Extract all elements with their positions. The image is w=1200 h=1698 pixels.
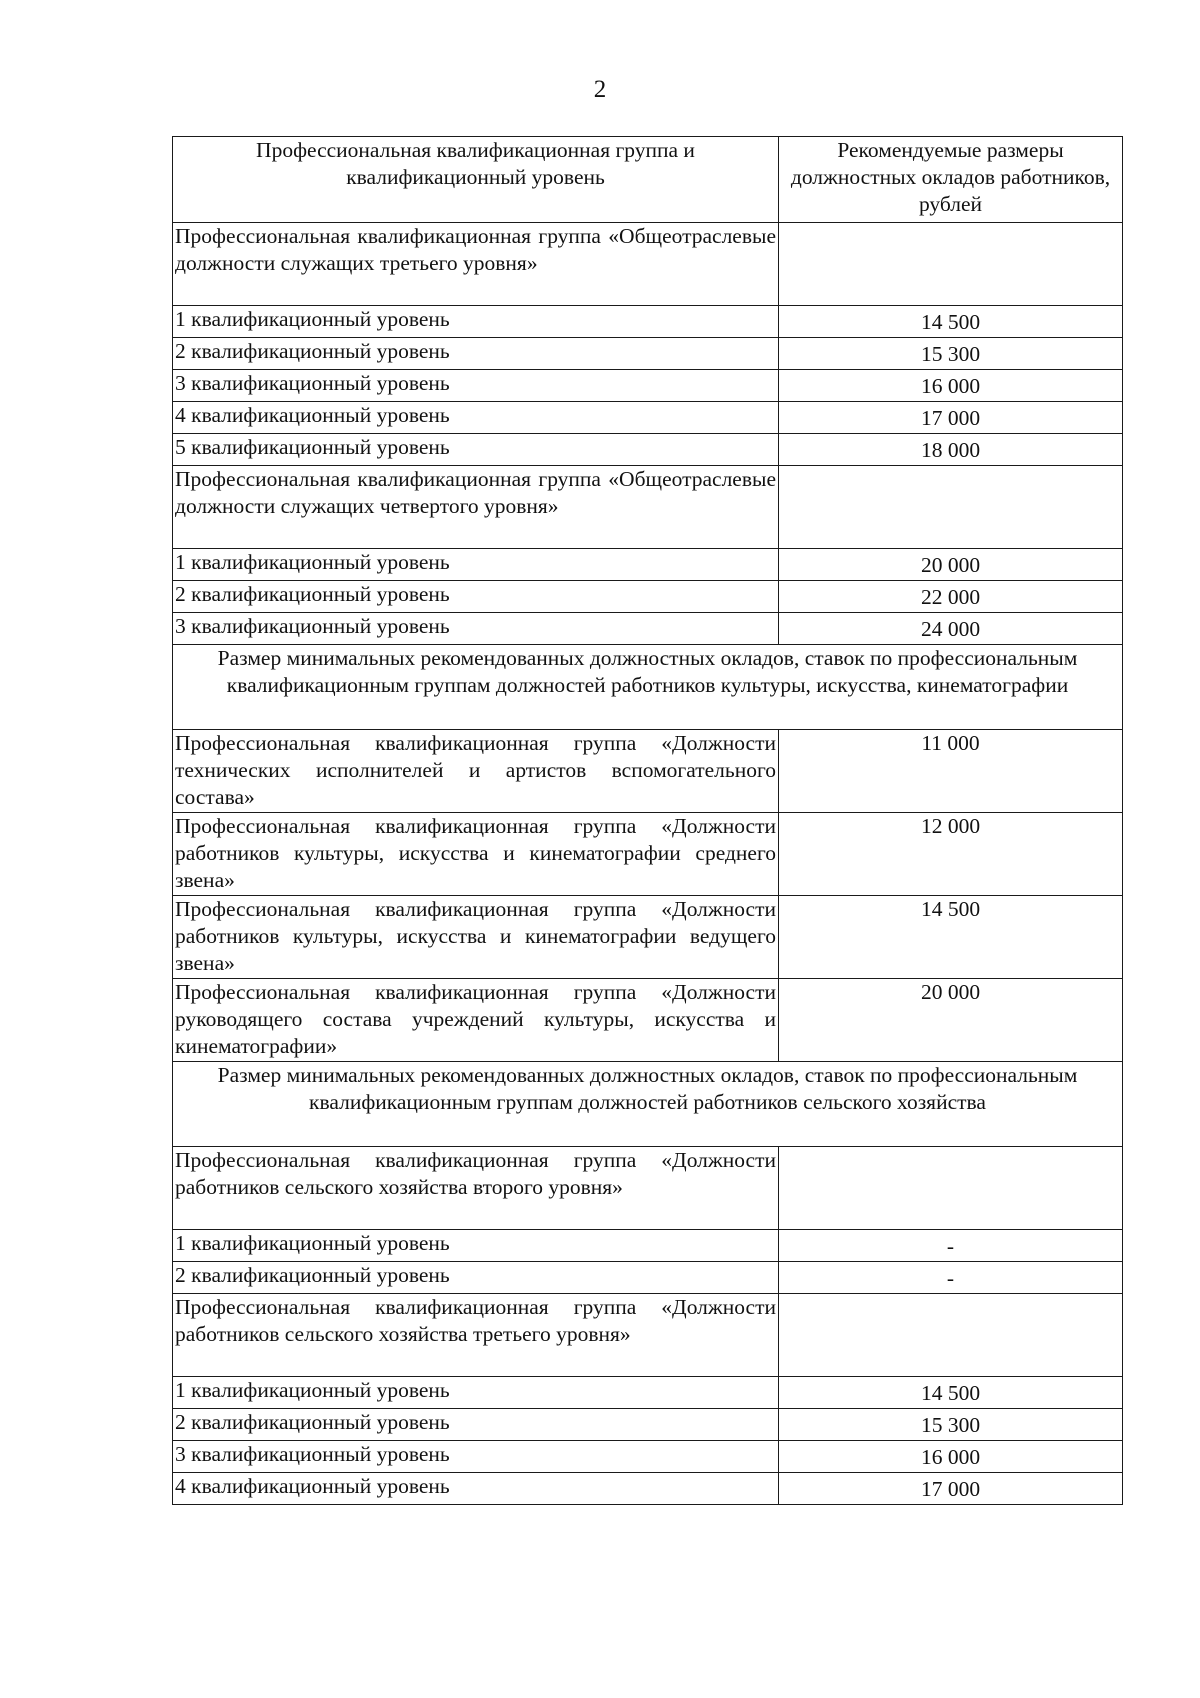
salary-value-cell xyxy=(779,1147,1123,1230)
salary-value-cell: 16 000 xyxy=(779,370,1123,402)
salary-value-cell: 18 000 xyxy=(779,434,1123,466)
level-row xyxy=(173,549,1123,581)
group-row xyxy=(173,896,1123,979)
level-row xyxy=(173,581,1123,613)
salary-value-cell xyxy=(779,223,1123,306)
group-name-cell: Профессиональная квалификационная группа «Должности технических исполнителей и артистов вспомогательного состава» xyxy=(173,730,779,813)
level-name-cell: 2 квалификационный уровень xyxy=(173,1409,779,1441)
salary-value-cell: 11 000 xyxy=(779,730,1123,813)
header-recommended-salary: Рекомендуемые размеры должностных окладов работников, рублей xyxy=(779,137,1123,223)
group-name-cell: Профессиональная квалификационная группа «Должности работников сельского хозяйства второго уровня» xyxy=(173,1147,779,1230)
level-name-cell: 4 квалификационный уровень xyxy=(173,402,779,434)
salary-value-cell: 22 000 xyxy=(779,581,1123,613)
page-number: 2 xyxy=(593,76,607,103)
salary-value-cell: 15 300 xyxy=(779,1409,1123,1441)
salary-value-cell: 14 500 xyxy=(779,306,1123,338)
salary-value-cell: 14 500 xyxy=(779,896,1123,979)
level-row xyxy=(173,338,1123,370)
level-name-cell: 1 квалификационный уровень xyxy=(173,1230,779,1262)
salary-value-cell xyxy=(779,1294,1123,1377)
level-name-cell: 2 квалификационный уровень xyxy=(173,581,779,613)
level-name-cell: 3 квалификационный уровень xyxy=(173,1441,779,1473)
salary-value-cell: 17 000 xyxy=(779,402,1123,434)
salary-value-cell: 12 000 xyxy=(779,813,1123,896)
group-name-cell: Профессиональная квалификационная группа «Общеотраслевые должности служащих третьего уровня» xyxy=(173,223,779,306)
salary-value-cell: 16 000 xyxy=(779,1441,1123,1473)
salary-value-cell: 17 000 xyxy=(779,1473,1123,1505)
level-row xyxy=(173,613,1123,645)
salary-table xyxy=(172,136,1123,1505)
salary-value-cell: 14 500 xyxy=(779,1377,1123,1409)
salary-value-cell: 24 000 xyxy=(779,613,1123,645)
level-name-cell: 1 квалификационный уровень xyxy=(173,1377,779,1409)
group-row xyxy=(173,730,1123,813)
level-row xyxy=(173,370,1123,402)
level-row xyxy=(173,434,1123,466)
section-heading-row xyxy=(173,645,1123,730)
group-row xyxy=(173,1147,1123,1230)
level-name-cell: 2 квалификационный уровень xyxy=(173,338,779,370)
group-name-cell: Профессиональная квалификационная группа «Должности работников сельского хозяйства третьего уровня» xyxy=(173,1294,779,1377)
group-row xyxy=(173,466,1123,549)
level-name-cell: 5 квалификационный уровень xyxy=(173,434,779,466)
salary-value-cell: 15 300 xyxy=(779,338,1123,370)
level-row xyxy=(173,306,1123,338)
level-row xyxy=(173,1230,1123,1262)
group-name-cell: Профессиональная квалификационная группа «Общеотраслевые должности служащих четвертого уровня» xyxy=(173,466,779,549)
group-row xyxy=(173,223,1123,306)
level-name-cell: 3 квалификационный уровень xyxy=(173,613,779,645)
level-row xyxy=(173,1441,1123,1473)
level-name-cell: 2 квалификационный уровень xyxy=(173,1262,779,1294)
section-heading: Размер минимальных рекомендованных должностных окладов, ставок по профессиональным квалификационным группам должностей работников культуры, искусства, кинематографии xyxy=(173,645,1123,730)
level-name-cell: 1 квалификационный уровень xyxy=(173,306,779,338)
section-heading: Размер минимальных рекомендованных должностных окладов, ставок по профессиональным квалификационным группам должностей работников сельского хозяйства xyxy=(173,1062,1123,1147)
level-row xyxy=(173,1409,1123,1441)
salary-value-cell xyxy=(779,466,1123,549)
level-row xyxy=(173,1377,1123,1409)
group-name-cell: Профессиональная квалификационная группа «Должности работников культуры, искусства и кинематографии среднего звена» xyxy=(173,813,779,896)
salary-value-cell: 20 000 xyxy=(779,549,1123,581)
header-qualification-group: Профессиональная квалификационная группа и квалификационный уровень xyxy=(173,137,779,223)
group-name-cell: Профессиональная квалификационная группа «Должности руководящего состава учреждений культуры, искусства и кинематографии» xyxy=(173,979,779,1062)
level-row xyxy=(173,402,1123,434)
group-row xyxy=(173,979,1123,1062)
group-name-cell: Профессиональная квалификационная группа «Должности работников культуры, искусства и кинематографии ведущего звена» xyxy=(173,896,779,979)
table-header-row xyxy=(173,137,1123,223)
salary-value-cell: - xyxy=(779,1230,1123,1262)
level-row xyxy=(173,1473,1123,1505)
section-heading-row xyxy=(173,1062,1123,1147)
table-body xyxy=(173,137,1123,1505)
level-row xyxy=(173,1262,1123,1294)
salary-value-cell: 20 000 xyxy=(779,979,1123,1062)
level-name-cell: 3 квалификационный уровень xyxy=(173,370,779,402)
group-row xyxy=(173,813,1123,896)
level-name-cell: 4 квалификационный уровень xyxy=(173,1473,779,1505)
level-name-cell: 1 квалификационный уровень xyxy=(173,549,779,581)
group-row xyxy=(173,1294,1123,1377)
salary-value-cell: - xyxy=(779,1262,1123,1294)
